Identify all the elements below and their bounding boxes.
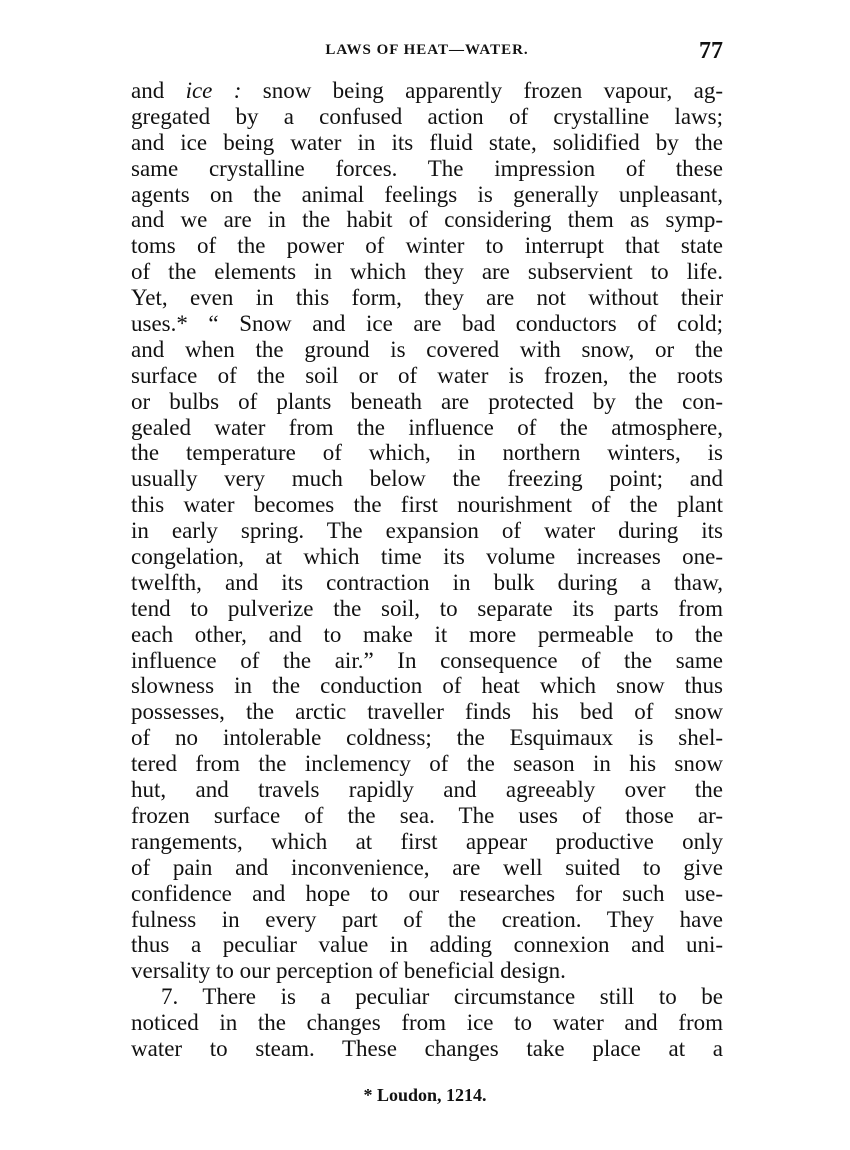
text-line: influence of the air.” In consequence of the same	[131, 647, 723, 673]
text-line: fulness in every part of the creation. They have	[131, 906, 723, 932]
text-line: in early spring. The expansion of water during its	[131, 518, 723, 544]
text-line: frozen surface of the sea. The uses of those ar-	[131, 802, 723, 828]
text-line: versality to our perception of beneficial design.	[131, 958, 566, 984]
page-number: 77	[699, 38, 723, 64]
text-line: of pain and inconvenience, are well suited to give	[131, 854, 723, 880]
text-line: same crystalline forces. The impression of these	[131, 155, 723, 181]
text-line: gregated by a confused action of crystalline laws;	[131, 103, 723, 129]
text-line: gealed water from the influence of the atmosphere,	[131, 414, 723, 440]
text-line: each other, and to make it more permeable to the	[131, 621, 723, 647]
text-line: rangements, which at first appear productive only	[131, 828, 723, 854]
text-line: and we are in the habit of considering them as symp-	[131, 207, 723, 233]
italic-term: ice :	[185, 78, 242, 103]
footnote: * Loudon, 1214.	[363, 1085, 487, 1105]
text-line: Yet, even in this form, they are not without their	[131, 285, 723, 311]
text-line: and ice being water in its fluid state, solidified by the	[131, 129, 723, 155]
text-line: tered from the inclemency of the season in his snow	[131, 751, 723, 777]
text-line: thus a peculiar value in adding connexion and uni-	[131, 932, 723, 958]
text-line: twelfth, and its contraction in bulk during a thaw,	[131, 569, 723, 595]
text-line: water to steam. These changes take place at a	[131, 1035, 723, 1061]
text-line: confidence and hope to our researches for such use-	[131, 880, 723, 906]
text-line: of no intolerable coldness; the Esquimaux is shel-	[131, 725, 723, 751]
text-line: tend to pulverize the soil, to separate its parts from	[131, 595, 723, 621]
text-line: possesses, the arctic traveller finds his bed of snow	[131, 699, 723, 725]
text-line: or bulbs of plants beneath are protected by the con-	[131, 388, 723, 414]
running-title: LAWS OF HEAT—WATER.	[325, 42, 529, 58]
text-line: congelation, at which time its volume increases one-	[131, 544, 723, 570]
running-head	[131, 38, 723, 68]
body-text	[131, 78, 723, 1062]
text-line: toms of the power of winter to interrupt that state	[131, 233, 723, 259]
text-line: agents on the animal feelings is generally unpleasant,	[131, 181, 723, 207]
text-line: slowness in the conduction of heat which snow thus	[131, 673, 723, 699]
text-line: 7. There is a peculiar circumstance still to be	[161, 984, 723, 1010]
text-line: this water becomes the first nourishment of the plant	[131, 492, 723, 518]
text-line: surface of the soil or of water is frozen, the roots	[131, 362, 723, 388]
text-line: uses.* “ Snow and ice are bad conductors of cold;	[131, 311, 723, 337]
text-line: usually very much below the freezing point; and	[131, 466, 723, 492]
text-line: of the elements in which they are subservient to life.	[131, 259, 723, 285]
text-line: and ice : snow being apparently frozen vapour, ag-	[131, 78, 724, 103]
text-line: and when the ground is covered with snow, or the	[131, 336, 723, 362]
text-line: noticed in the changes from ice to water and from	[131, 1010, 723, 1036]
text-line: hut, and travels rapidly and agreeably over the	[131, 777, 723, 803]
text-line: the temperature of which, in northern winters, is	[131, 440, 723, 466]
